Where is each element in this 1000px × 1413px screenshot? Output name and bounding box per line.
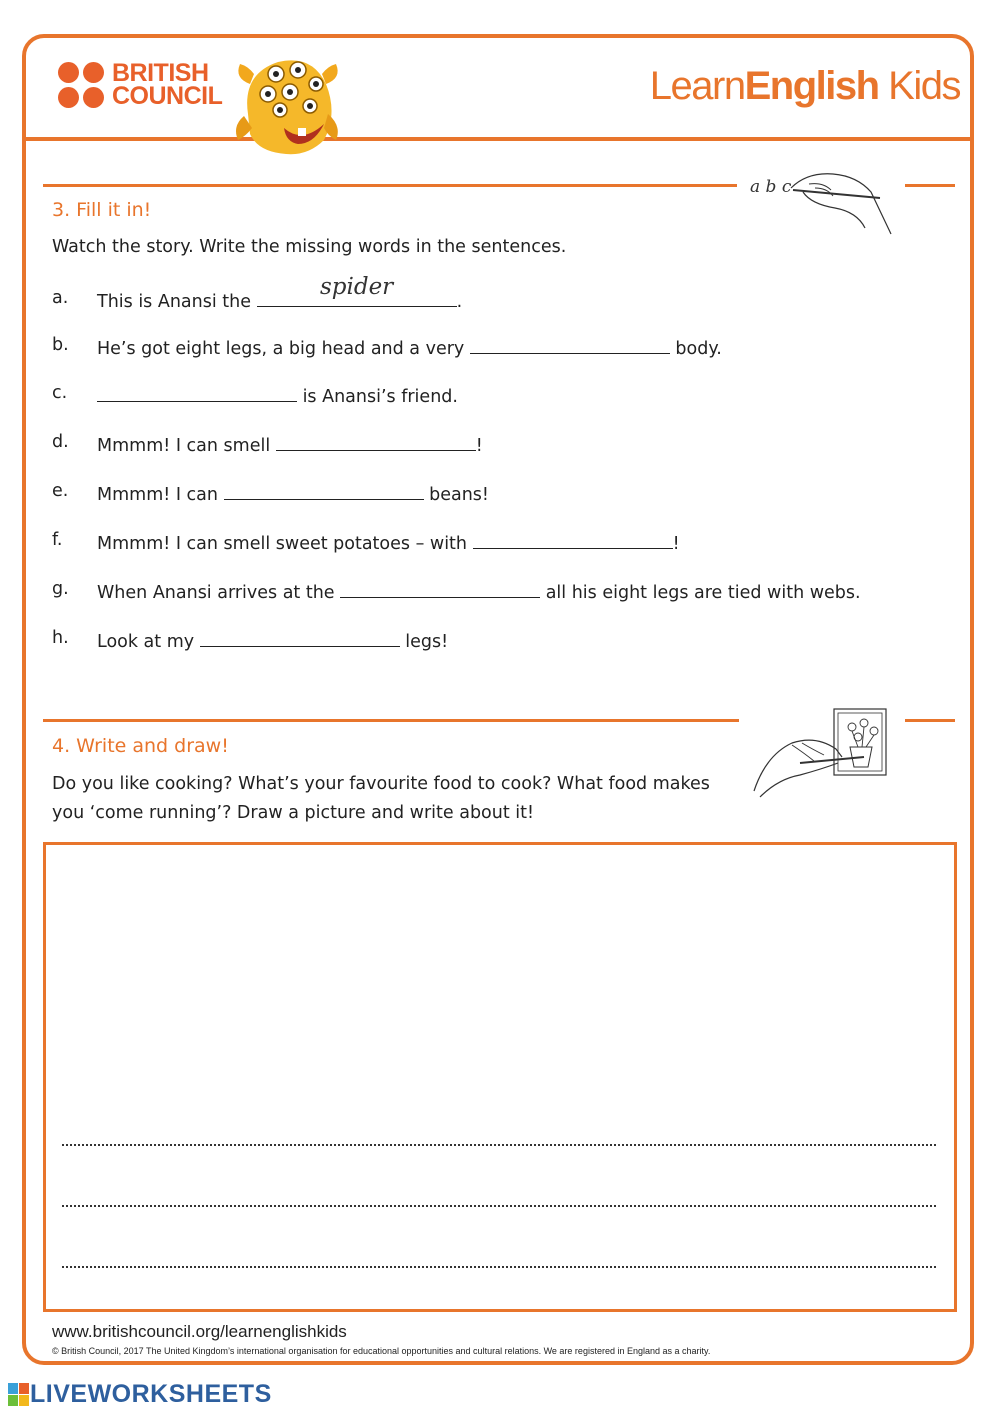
item-letter: h. bbox=[52, 628, 69, 648]
bc-logo-line1: BRITISH bbox=[112, 59, 209, 87]
item-letter: d. bbox=[52, 432, 69, 452]
liveworksheets-blocks-icon bbox=[8, 1383, 30, 1407]
bc-logo-line2: COUNCIL bbox=[112, 82, 223, 110]
section3-rule bbox=[43, 184, 737, 187]
answer-blank-g[interactable] bbox=[340, 579, 540, 598]
learnenglish-kids-logo: LearnEnglish Kids bbox=[649, 64, 960, 108]
writing-line[interactable] bbox=[62, 1205, 936, 1207]
writing-line[interactable] bbox=[62, 1144, 936, 1146]
svg-text:a b c: a b c bbox=[750, 177, 792, 197]
answer-blank-h[interactable] bbox=[200, 628, 400, 647]
liveworksheets-text: LIVEWORKSHEETS bbox=[30, 1380, 272, 1408]
section4-rule bbox=[43, 719, 739, 722]
section4-rule-right bbox=[905, 719, 955, 722]
section4-title: 4. Write and draw! bbox=[52, 735, 229, 757]
section3-title: 3. Fill it in! bbox=[52, 199, 152, 221]
item-letter: a. bbox=[52, 288, 69, 308]
footer-url: www.britishcouncil.org/learnenglishkids bbox=[52, 1322, 347, 1341]
section3-instructions: Watch the story. Write the missing words in the sentences. bbox=[52, 237, 567, 257]
answer-blank-f[interactable] bbox=[473, 530, 673, 549]
drawing-area[interactable] bbox=[43, 842, 957, 1312]
answer-blank-d[interactable] bbox=[276, 432, 476, 451]
section4-instructions: Do you like cooking? What’s your favourite food to cook? What food makes you ‘come running’? Draw a picture and write about it! bbox=[52, 774, 710, 823]
section3-rule-right bbox=[905, 184, 955, 187]
footer-copyright: © British Council, 2017 The United Kingdom’s international organisation for educational opportunities and cultural relations. We are registered in England as a charity. bbox=[52, 1346, 711, 1356]
item-letter: g. bbox=[52, 579, 69, 599]
british-council-logo bbox=[58, 59, 223, 110]
answer-blank-a[interactable] bbox=[257, 274, 457, 307]
item-letter: c. bbox=[52, 383, 68, 403]
answer-text: spider bbox=[319, 274, 394, 300]
item-letter: b. bbox=[52, 335, 69, 355]
answer-blank-b[interactable] bbox=[470, 335, 670, 354]
liveworksheets-logo bbox=[8, 1380, 272, 1409]
monster-mascot-icon bbox=[228, 44, 348, 159]
writing-hand-icon bbox=[745, 162, 895, 242]
item-letter: e. bbox=[52, 481, 69, 501]
answer-blank-e[interactable] bbox=[224, 481, 424, 500]
header-divider bbox=[26, 137, 974, 141]
british-council-dots-icon bbox=[58, 62, 104, 108]
item-letter: f. bbox=[52, 530, 63, 550]
writing-line[interactable] bbox=[62, 1266, 936, 1268]
answer-blank-c[interactable] bbox=[97, 383, 297, 402]
drawing-hand-icon bbox=[752, 705, 892, 805]
